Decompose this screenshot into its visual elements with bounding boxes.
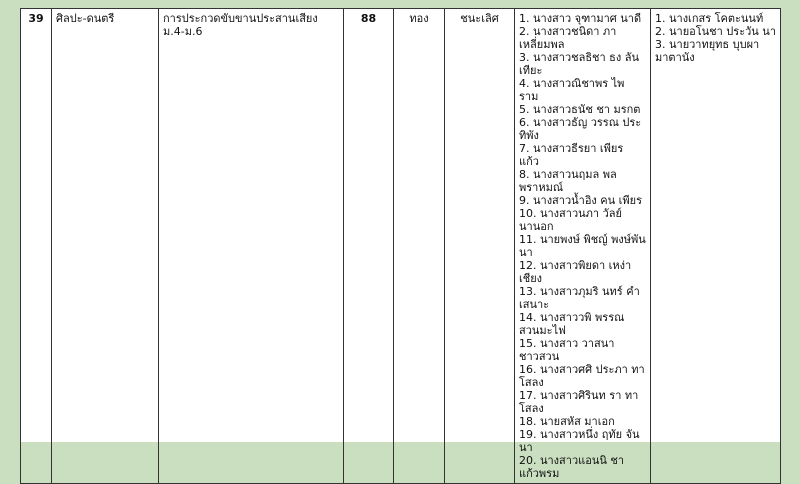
- results-table: [20, 8, 781, 484]
- category-cell: ศิลปะ-ดนตรี: [52, 9, 159, 484]
- list-item: 11. นายพงษ์ พิชญ์ พงษ์พันนา: [519, 233, 646, 259]
- student-list: [519, 12, 646, 480]
- list-item: 17. นางสาวศิรินท รา ทาโสลง: [519, 389, 639, 415]
- list-item: 9. นางสาวน้ำอิง คน เพียร: [519, 194, 643, 207]
- competition-name: การประกวดขับขานประสานเสียง: [163, 12, 318, 25]
- list-item: 2. นางสาวชนิดา ภา เหลี่ยมพล: [519, 25, 617, 51]
- students-cell: [515, 9, 651, 484]
- list-item: 2. นายอโนชา ประวัน นา: [655, 25, 776, 38]
- medal-cell: ทอง: [394, 9, 445, 484]
- result-cell: ชนะเลิศ: [445, 9, 515, 484]
- competition-cell: [159, 9, 344, 484]
- list-item: 13. นางสาวภุมริ นทร์ คำเสนาะ: [519, 285, 640, 311]
- list-item: 1. นางเกสร โคตะนนท์: [655, 12, 764, 25]
- document-page: [20, 8, 780, 480]
- list-item: 10. นางสาวนภา วัลย์ นานอก: [519, 207, 622, 233]
- teachers-cell: [651, 9, 781, 484]
- list-item: 7. นางสาวธีรยา เพียร แก้ว: [519, 142, 624, 168]
- list-item: 16. นางสาวศศิ ประภา ทาโสลง: [519, 363, 645, 389]
- row-number: 39: [21, 9, 52, 484]
- list-item: 18. นายสหัส มาเอก: [519, 415, 615, 428]
- list-item: 3. นางสาวชลธิชา ธง ลันเทียะ: [519, 51, 640, 77]
- list-item: 15. นางสาว วาสนา ชาวสวน: [519, 337, 615, 363]
- list-item: 4. นางสาวณิชาพร ไพ ราม: [519, 77, 625, 103]
- list-item: 8. นางสาวนฤมล พล พราหมณ์: [519, 168, 617, 194]
- score-cell: 88: [344, 9, 394, 484]
- list-item: 14. นางสาววพิ พรรณ สวนมะไฟ: [519, 311, 625, 337]
- list-item: 20. นางสาวแอนนิ ชา แก้วพรม: [519, 454, 624, 480]
- competition-level: ม.4-ม.6: [163, 25, 203, 38]
- list-item: 1. นางสาว จุฑามาศ นาดี: [519, 12, 642, 25]
- list-item: 12. นางสาวพิยดา เหง่า เชียง: [519, 259, 632, 285]
- table-row: [21, 9, 781, 484]
- list-item: 3. นายวาทยุทธ บุบผา มาตานัง: [655, 38, 760, 64]
- list-item: 5. นางสาวธนัช ชา มรกต: [519, 103, 641, 116]
- list-item: 6. นางสาวธัญ วรรณ ประทิพัง: [519, 116, 642, 142]
- teacher-list: [655, 12, 776, 64]
- list-item: 19. นางสาวหนึ่ง ฤทัย จันนา: [519, 428, 640, 454]
